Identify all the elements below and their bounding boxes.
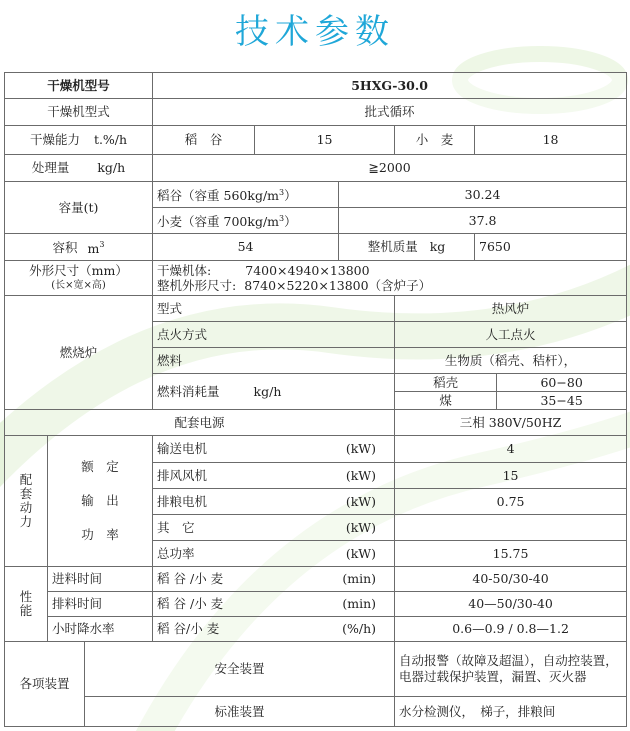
- capacity-rice-label: 稻 谷: [153, 126, 255, 155]
- perf-item-desc: 稻 谷 /小 麦: [157, 596, 224, 611]
- perf-item-name: 小时降水率: [48, 617, 153, 642]
- row-volume-rice: [5, 182, 627, 208]
- power-source-label: 配套电源: [5, 410, 395, 436]
- perf-item-value: 0.6—0.9 / 0.8—1.2: [395, 617, 627, 642]
- power-item-value: 0.75: [395, 489, 627, 515]
- power-item-name: 排风风机: [157, 467, 208, 483]
- power-item-name: 输送电机: [157, 441, 208, 456]
- capacity-label: 干燥能力: [29, 132, 80, 147]
- capacity-wheat-label: 小 麦: [395, 126, 475, 155]
- perf-item-name: 进料时间: [48, 567, 153, 592]
- power-rated-label: [48, 436, 153, 567]
- model-label: 干燥机型号: [5, 73, 153, 99]
- row-model: [5, 73, 627, 99]
- power-group-char: 套: [19, 486, 33, 501]
- furnace-label: 燃烧炉: [5, 296, 153, 410]
- row-dimensions: [5, 261, 627, 296]
- volume-rice-value: 30.24: [339, 182, 627, 208]
- throughput-label: 处理量: [31, 160, 70, 175]
- power-rated-line: 输 出: [81, 493, 119, 508]
- cubage-value: 54: [153, 234, 339, 261]
- power-item-unit: (kW): [345, 519, 377, 535]
- dimensions-sub: (长×宽×高): [51, 280, 106, 291]
- power-item-unit: (kW): [345, 467, 377, 483]
- perf-item-desc: 稻 谷/小 麦: [157, 621, 220, 636]
- volume-wheat-sup: 3: [279, 213, 285, 223]
- throughput-label-cell: [5, 155, 153, 182]
- furnace-fuel-label: 燃料: [153, 348, 395, 374]
- devices-safety-label: 安全装置: [85, 642, 395, 697]
- dimensions-body-label: 干燥机体:: [157, 263, 212, 278]
- perf-item-unit: (min): [342, 596, 377, 611]
- dimensions-body-value: 7400×4940×13800: [245, 263, 370, 278]
- furnace-consumption-unit: kg/h: [253, 383, 282, 399]
- row-type: [5, 99, 627, 126]
- row-perf-drying-rate: [5, 617, 627, 642]
- mass-value: 7650: [475, 234, 627, 261]
- cubage-label: 容积: [52, 240, 78, 256]
- power-item-cell: [153, 436, 395, 463]
- power-item-cell: [153, 489, 395, 515]
- perf-item-value: 40-50/30-40: [395, 567, 627, 592]
- perf-group-char: 能: [19, 603, 33, 618]
- power-item-value: [395, 515, 627, 541]
- furnace-consumption-label: 燃料消耗量: [157, 383, 220, 399]
- row-devices-safety: [5, 642, 627, 697]
- volume-wheat-label: [153, 208, 339, 234]
- perf-item-cell: [153, 617, 395, 642]
- furnace-type-value: 热风炉: [395, 296, 627, 322]
- power-item-value: 15.75: [395, 541, 627, 567]
- perf-item-desc: 稻 谷 /小 麦: [157, 571, 224, 586]
- power-group-label: [5, 436, 48, 567]
- capacity-rice-value: 15: [255, 126, 395, 155]
- fuel-husk-label: 稻壳: [433, 374, 459, 390]
- fuel-coal-value: 35−45: [497, 392, 626, 410]
- power-rated-line: 额 定: [81, 459, 119, 474]
- dimensions-value-cell: [153, 261, 627, 296]
- perf-group-char: 性: [19, 589, 33, 604]
- model-value: 5HXG-30.0: [153, 73, 627, 99]
- throughput-unit: kg/h: [97, 160, 126, 175]
- perf-item-cell: [153, 567, 395, 592]
- volume-wheat-value: 37.8: [339, 208, 627, 234]
- power-item-unit: (kW): [345, 441, 377, 456]
- capacity-unit: t.%/h: [93, 132, 128, 147]
- row-perf-feed: [5, 567, 627, 592]
- power-item-value: 15: [395, 463, 627, 489]
- volume-rice-suffix: ）: [284, 188, 297, 204]
- row-power-source: [5, 410, 627, 436]
- cubage-unit: m: [87, 240, 100, 256]
- volume-rice-prefix: 稻谷（容重 560kg/m: [157, 188, 280, 204]
- devices-label: 各项装置: [5, 642, 85, 727]
- power-item-name: 排粮电机: [157, 493, 208, 509]
- perf-item-value: 40—50/30-40: [395, 592, 627, 617]
- power-item-unit: (kW): [345, 493, 377, 509]
- power-group-char: 配: [19, 472, 33, 487]
- row-throughput: [5, 155, 627, 182]
- power-rated-line: 功 率: [81, 527, 119, 542]
- volume-rice-label: [153, 182, 339, 208]
- power-item-name: 其 它: [157, 519, 195, 535]
- dimensions-whole-value: 8740×5220×13800（含炉子）: [244, 278, 432, 293]
- mass-label: 整机质量: [367, 239, 418, 254]
- furnace-ignition-label: 点火方式: [153, 322, 395, 348]
- cubage-label-cell: [5, 234, 153, 261]
- power-source-value: 三相 380V/50HZ: [395, 410, 627, 436]
- perf-item-unit: (min): [342, 571, 377, 586]
- mass-label-cell: [339, 234, 475, 261]
- row-furnace-type: [5, 296, 627, 322]
- power-group-char: 力: [19, 514, 33, 529]
- furnace-consumption-cell: [153, 374, 395, 410]
- capacity-label-cell: [5, 126, 153, 155]
- dimensions-whole-label: 整机外形尺寸:: [157, 278, 237, 293]
- perf-group-label: [5, 567, 48, 642]
- row-devices-standard: [5, 697, 627, 727]
- fuel-coal-label: 煤: [395, 392, 497, 410]
- devices-safety-value: 自动报警（故障及超温），自动控装置，电器过载保护装置，漏置、灭火器: [395, 642, 627, 697]
- perf-item-unit: (%/h): [342, 621, 377, 636]
- type-value: 批式循环: [153, 99, 627, 126]
- furnace-type-label: 型式: [153, 296, 395, 322]
- cubage-sup: 3: [99, 240, 105, 250]
- perf-item-cell: [153, 592, 395, 617]
- power-item-cell: [153, 515, 395, 541]
- throughput-value: ≧2000: [153, 155, 627, 182]
- furnace-consumption-values: [395, 374, 627, 410]
- row-capacity: [5, 126, 627, 155]
- devices-standard-label: 标准装置: [85, 697, 395, 727]
- power-item-cell: [153, 541, 395, 567]
- power-item-name: 总功率: [157, 545, 195, 561]
- spec-table: [4, 72, 627, 727]
- furnace-ignition-value: 人工点火: [395, 322, 627, 348]
- volume-rice-sup: 3: [279, 187, 285, 197]
- dimensions-label-cell: [5, 261, 153, 296]
- power-item-unit: (kW): [345, 545, 377, 561]
- furnace-fuel-value: 生物质（稻壳、秸杆），: [395, 348, 627, 374]
- power-group-char: 动: [19, 500, 33, 515]
- page-title: 技术参数: [235, 12, 395, 52]
- devices-standard-value: 水分检测仪， 梯子，排粮间: [395, 697, 627, 727]
- volume-label: 容量(t): [5, 182, 153, 234]
- volume-wheat-suffix: ）: [284, 214, 297, 230]
- row-cubage: [5, 234, 627, 261]
- power-item-cell: [153, 463, 395, 489]
- row-power-conveyor: [5, 436, 627, 463]
- mass-unit: kg: [429, 239, 446, 254]
- dimensions-label: 外形尺寸（mm）: [29, 263, 128, 278]
- volume-wheat-prefix: 小麦（容重 700kg/m: [157, 214, 280, 230]
- capacity-wheat-value: 18: [475, 126, 627, 155]
- row-perf-discharge: [5, 592, 627, 617]
- type-label: 干燥机型式: [5, 99, 153, 126]
- power-item-value: 4: [395, 436, 627, 463]
- fuel-husk-value: 60−80: [497, 374, 626, 392]
- perf-item-name: 排料时间: [48, 592, 153, 617]
